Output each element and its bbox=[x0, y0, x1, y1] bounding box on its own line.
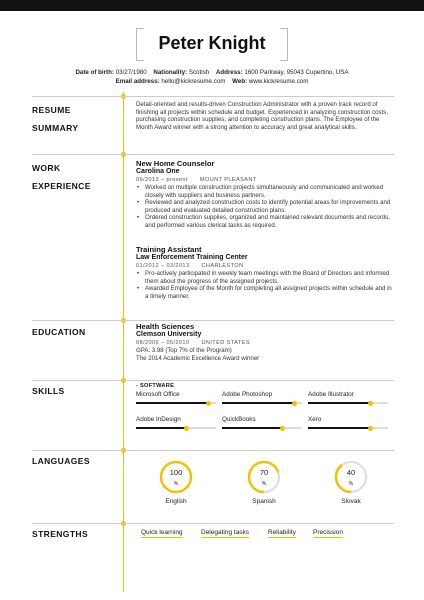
language-name: Spanish bbox=[252, 498, 276, 505]
strength-item: Precission bbox=[313, 529, 343, 536]
skill-level-bar bbox=[136, 427, 216, 429]
skill-item bbox=[308, 391, 388, 404]
address-value: 1600 Parkway, 95043 Cupertino, USA bbox=[244, 69, 349, 76]
work-heading-1: WORK bbox=[32, 163, 61, 173]
degree: Health Sciences bbox=[136, 322, 195, 331]
section-divider bbox=[32, 380, 394, 381]
job-entry bbox=[136, 245, 394, 300]
section-divider bbox=[32, 523, 394, 524]
percent-symbol: % bbox=[261, 481, 267, 487]
web-label: Web: bbox=[232, 78, 248, 85]
email-label: Email address: bbox=[115, 78, 160, 85]
education-line: GPA: 3.98 (Top 7% of the Program) bbox=[136, 347, 232, 354]
job-title: Training Assistant bbox=[136, 245, 202, 254]
dob-label: Date of birth: bbox=[75, 69, 114, 76]
skill-level-bar bbox=[308, 427, 388, 429]
skill-level-bar bbox=[222, 402, 302, 404]
skill-level-knob bbox=[206, 401, 211, 406]
job-bullets bbox=[136, 270, 394, 300]
education-location: UNITED STATES bbox=[201, 340, 250, 346]
language-item bbox=[331, 459, 371, 505]
education-line: The 2014 Academic Excellence Award winner bbox=[136, 354, 260, 362]
top-bar bbox=[0, 0, 424, 11]
summary-heading-2: SUMMARY bbox=[32, 123, 79, 133]
skill-level-bar bbox=[136, 402, 216, 404]
skill-item bbox=[222, 416, 302, 429]
contact-line-2 bbox=[0, 78, 424, 85]
language-gauge bbox=[246, 459, 282, 495]
language-percent: 100 bbox=[169, 468, 183, 477]
strength-item: Delegating tasks bbox=[201, 529, 250, 536]
skill-item bbox=[308, 416, 388, 429]
education-meta bbox=[136, 339, 394, 347]
percent-symbol: % bbox=[173, 481, 179, 487]
language-gauge bbox=[158, 459, 194, 495]
nationality-label: Nationality: bbox=[153, 69, 188, 76]
language-item bbox=[156, 459, 196, 505]
job-meta bbox=[136, 176, 394, 184]
skill-category: - SOFTWARE bbox=[136, 383, 175, 389]
name-frame bbox=[136, 28, 288, 61]
job-title: New Home Counselor bbox=[136, 159, 215, 168]
email-value[interactable]: hello@kickresume.com bbox=[161, 78, 226, 85]
address-label: Address: bbox=[215, 69, 243, 76]
skill-name: Xero bbox=[308, 416, 322, 423]
section-divider bbox=[32, 96, 394, 97]
skill-level-fill bbox=[222, 402, 294, 404]
education-dates: 08/2006 – 05/2010 bbox=[136, 340, 190, 346]
skill-level-fill bbox=[136, 427, 186, 429]
section-divider bbox=[32, 154, 394, 155]
section-divider bbox=[32, 320, 394, 321]
strengths-heading: STRENGTHS bbox=[32, 529, 89, 539]
section-divider bbox=[32, 450, 394, 451]
strength-item: Quick learning bbox=[141, 529, 183, 536]
skill-name: Adobe Photoshop bbox=[222, 391, 273, 398]
language-name: Slovak bbox=[341, 498, 361, 505]
skill-item bbox=[222, 391, 302, 404]
skill-name: Adobe InDesign bbox=[136, 416, 181, 423]
work-heading-2: EXPERIENCE bbox=[32, 181, 91, 191]
language-percent: 40 bbox=[346, 468, 356, 477]
skill-level-knob bbox=[292, 401, 297, 406]
language-percent: 70 bbox=[259, 468, 269, 477]
education-entry bbox=[136, 322, 394, 362]
gauge-arc bbox=[161, 462, 191, 492]
job-bullets bbox=[136, 184, 394, 230]
timeline-line bbox=[123, 92, 124, 592]
job-company: Carolina One bbox=[136, 168, 180, 175]
skill-level-knob bbox=[184, 426, 189, 431]
job-meta bbox=[136, 262, 394, 270]
skill-name: QuickBooks bbox=[222, 416, 256, 423]
skill-name: Microsoft Office bbox=[136, 391, 180, 398]
strength-item: Reliability bbox=[268, 529, 296, 536]
job-location: CHARLESTON bbox=[201, 263, 244, 269]
job-location: MOUNT PLEASANT bbox=[199, 177, 257, 183]
skill-level-fill bbox=[222, 427, 282, 429]
job-dates: 06/2013 – present bbox=[136, 177, 188, 183]
languages-heading: LANGUAGES bbox=[32, 456, 90, 466]
skills-heading: SKILLS bbox=[32, 386, 65, 396]
nationality-value: Scotish bbox=[188, 69, 210, 76]
job-bullet: • Awarded Employee of the Month for completing all assigned projects within schedule and in a timely manner. bbox=[136, 285, 394, 300]
skill-level-knob bbox=[280, 426, 285, 431]
job-bullet: • Worked on multiple construction projects simultaneously and communicated and worked closely with suppliers and business partners. bbox=[136, 184, 394, 199]
skill-name: Adobe Illustrator bbox=[308, 391, 354, 398]
job-dates: 01/2012 – 03/2013 bbox=[136, 263, 190, 269]
web-value[interactable]: www.kickresume.com bbox=[248, 78, 309, 85]
language-name: English bbox=[165, 498, 187, 505]
language-item bbox=[244, 459, 284, 505]
summary-heading-1: RESUME bbox=[32, 105, 71, 115]
contact-line-1 bbox=[0, 69, 424, 76]
skill-level-bar bbox=[308, 402, 388, 404]
job-entry bbox=[136, 159, 394, 230]
percent-symbol: % bbox=[348, 481, 354, 487]
dob-value: 03/27/1980 bbox=[115, 69, 147, 76]
skill-item bbox=[136, 391, 216, 404]
summary-text: Detail-oriented and results-driven Construction Administrator with a proven track record of finishing all projects within schedule and budget. Experienced in analyzing construction costs, purchasing construction supplies, and completing construction plans. The Employee of the Month Award winner with a strong attention to accuracy and great analytical skills. bbox=[136, 101, 389, 131]
skill-level-fill bbox=[136, 402, 208, 404]
skill-level-bar bbox=[222, 427, 302, 429]
candidate-name: Peter Knight bbox=[158, 33, 266, 53]
job-bullet: • Reviewed and analyzed construction costs to identify potential areas for improvements and produced and evaluated detailed construction plans. bbox=[136, 199, 394, 214]
school: Clemson University bbox=[136, 331, 202, 338]
job-company: Law Enforcement Training Center bbox=[136, 254, 248, 261]
skill-level-fill bbox=[308, 402, 370, 404]
skill-item bbox=[136, 416, 216, 429]
skill-level-knob bbox=[368, 426, 373, 431]
skill-level-fill bbox=[308, 427, 370, 429]
job-bullet: • Ordered construction supplies, organized and maintained relevant documents and records, and performed various clerical tasks as required. bbox=[136, 214, 394, 229]
skill-level-knob bbox=[368, 401, 373, 406]
education-heading: EDUCATION bbox=[32, 327, 86, 337]
language-gauge bbox=[333, 459, 369, 495]
job-bullet: • Pro-actively participated in weekly team meetings with the Board of Directors and informed them about the progress of the assigned projects. bbox=[136, 270, 394, 285]
